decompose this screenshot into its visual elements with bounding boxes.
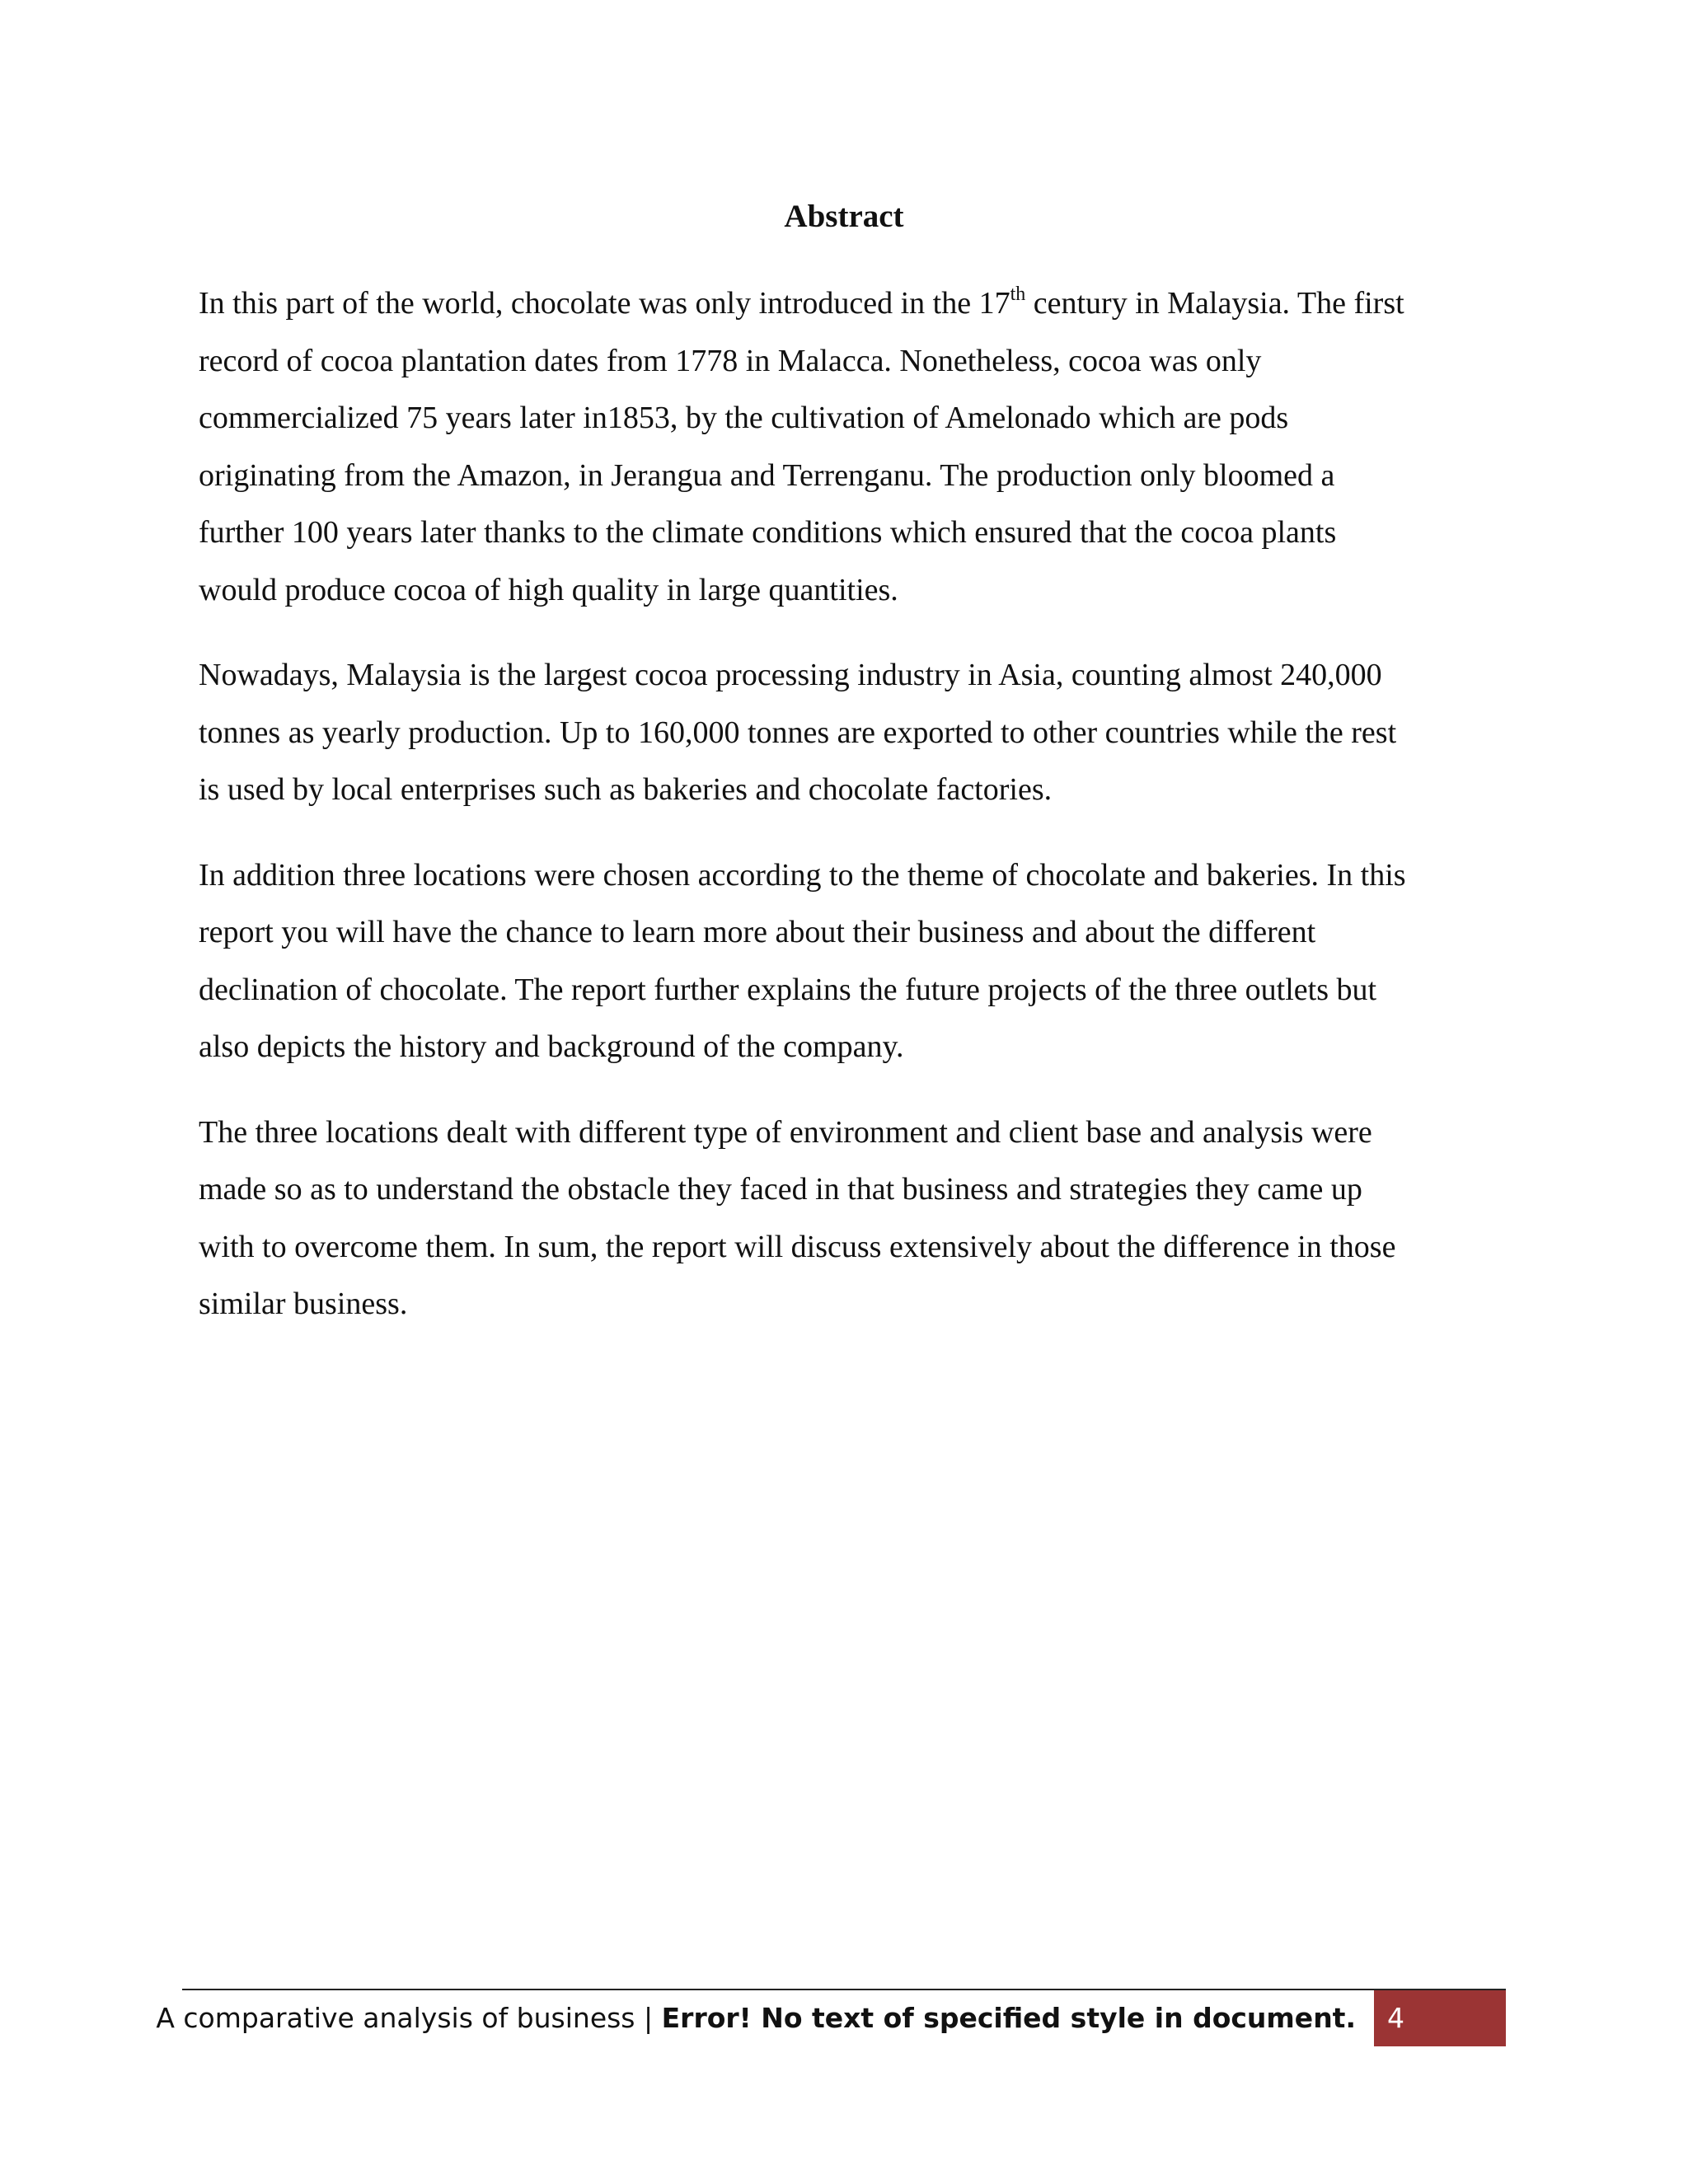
footer-separator: | bbox=[635, 2002, 662, 2034]
page-footer bbox=[156, 1990, 1506, 2046]
line-text: In this part of the world, chocolate was only introduced in the 17 bbox=[199, 286, 1010, 321]
paragraph-1 bbox=[199, 275, 1493, 619]
text-line: originating from the Amazon, in Jerangua and Terrenganu. The production only bloomed a bbox=[199, 457, 1335, 493]
text-line: with to overcome them. In sum, the report will discuss extensively about the difference in those bbox=[199, 1229, 1396, 1264]
text-line: further 100 years later thanks to the climate conditions which ensured that the cocoa plants bbox=[199, 515, 1337, 550]
paragraph-3 bbox=[199, 847, 1493, 1076]
abstract-heading: Abstract bbox=[784, 199, 904, 234]
text-line: similar business. bbox=[199, 1286, 408, 1321]
text-line: In addition three locations were chosen according to the theme of chocolate and bakeries. In this bbox=[199, 857, 1406, 893]
text-line: record of cocoa plantation dates from 1778 in Malacca. Nonetheless, cocoa was only bbox=[199, 343, 1262, 378]
paragraph-2 bbox=[199, 647, 1493, 819]
footer-error-text: Error! No text of specified style in document. bbox=[661, 2002, 1356, 2034]
text-line: is used by local enterprises such as bakeries and chocolate factories. bbox=[199, 772, 1053, 807]
running-title: A comparative analysis of business bbox=[156, 2002, 635, 2034]
footer-text bbox=[156, 1990, 1356, 2046]
superscript-ordinal: th bbox=[1010, 284, 1026, 305]
text-line: declination of chocolate. The report further explains the future projects of the three outlets but bbox=[199, 972, 1377, 1007]
text-line: also depicts the history and background of the company. bbox=[199, 1029, 904, 1064]
text-line: The three locations dealt with different type of environment and client base and analysis were bbox=[199, 1114, 1372, 1150]
text-line: tonnes as yearly production. Up to 160,000 tonnes are exported to other countries while the rest bbox=[199, 715, 1397, 750]
page-number-badge bbox=[1374, 1990, 1506, 2046]
text-line: report you will have the chance to learn more about their business and about the different bbox=[199, 915, 1316, 949]
text-line: commercialized 75 years later in1853, by the cultivation of Amelonado which are pods bbox=[199, 401, 1289, 435]
abstract-body bbox=[199, 275, 1493, 1361]
paragraph-4 bbox=[199, 1104, 1493, 1333]
text-line: made so as to understand the obstacle they faced in that business and strategies they came up bbox=[199, 1172, 1362, 1207]
text-line: Nowadays, Malaysia is the largest cocoa processing industry in Asia, counting almost 240,000 bbox=[199, 658, 1382, 692]
text-line bbox=[199, 275, 1493, 333]
page-number: 4 bbox=[1387, 2002, 1404, 2034]
line-text: century in Malaysia. The first bbox=[1025, 286, 1404, 321]
text-line: would produce cocoa of high quality in large quantities. bbox=[199, 572, 898, 607]
